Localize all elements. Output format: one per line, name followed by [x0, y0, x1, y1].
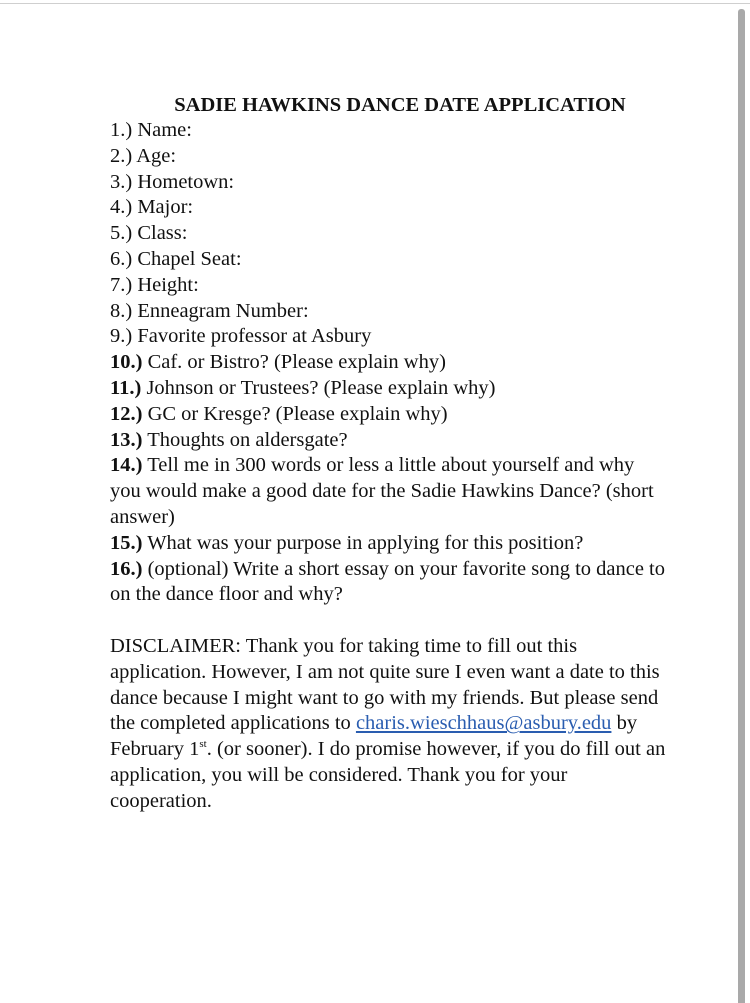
question-text: Hometown:: [132, 170, 235, 193]
question-item: [110, 531, 670, 557]
document-page: [110, 92, 670, 815]
top-border: [0, 3, 750, 4]
question-item: [110, 453, 670, 530]
question-text: Age:: [132, 144, 177, 167]
question-text: (optional) Write a short essay on your favorite song to dance to on the dance floor and why?: [110, 557, 666, 606]
question-number: 2.): [110, 144, 133, 167]
question-list: [110, 118, 670, 608]
question-text: Name:: [132, 119, 192, 141]
question-number: 16.): [110, 557, 143, 580]
disclaimer-deadline: by February 1: [110, 712, 638, 761]
question-text: Johnson or Trustees? (Please explain why): [141, 376, 496, 399]
question-number: 7.): [110, 273, 133, 296]
disclaimer-outro: . (or sooner). I do promise however, if you do fill out an application, you will be considered. Thank you for your cooperation.: [110, 738, 666, 812]
vertical-scrollbar[interactable]: [738, 9, 745, 1003]
question-item: [110, 195, 670, 221]
question-number: 3.): [110, 170, 133, 193]
question-number: 14.): [110, 454, 143, 477]
question-number: 5.): [110, 222, 133, 245]
question-number: 1.): [110, 119, 133, 141]
question-number: 11.): [110, 376, 142, 399]
question-number: 13.): [110, 428, 143, 451]
question-item: [110, 557, 670, 609]
question-text: GC or Kresge? (Please explain why): [142, 402, 448, 425]
question-item: [110, 170, 670, 196]
ordinal-superscript: st: [199, 738, 207, 751]
question-text: Enneagram Number:: [132, 299, 309, 322]
question-item: [110, 350, 670, 376]
question-number: 12.): [110, 402, 143, 425]
question-number: 10.): [110, 351, 143, 374]
question-item: [110, 324, 670, 350]
question-text: Caf. or Bistro? (Please explain why): [142, 351, 446, 374]
question-text: Major:: [132, 196, 194, 219]
question-number: 6.): [110, 247, 133, 270]
disclaimer-paragraph: [110, 634, 670, 815]
question-item: [110, 221, 670, 247]
question-item: [110, 247, 670, 273]
question-number: 9.): [110, 325, 133, 348]
email-link[interactable]: charis.wieschhaus@asbury.edu: [355, 712, 612, 735]
question-text: Tell me in 300 words or less a little about yourself and why you would make a good date for the Sadie Hawkins Dance? (short answer): [110, 454, 654, 528]
question-item: [110, 402, 670, 428]
question-text: Favorite professor at Asbury: [132, 325, 372, 348]
question-number: 4.): [110, 196, 133, 219]
question-text: Height:: [132, 273, 199, 296]
document-title: SADIE HAWKINS DANCE DATE APPLICATION: [174, 94, 626, 116]
question-item: [110, 118, 670, 144]
paragraph-spacer: [110, 608, 670, 634]
question-item: [110, 273, 670, 299]
question-text: What was your purpose in applying for this position?: [142, 531, 584, 554]
question-number: 8.): [110, 299, 133, 322]
question-text: Thoughts on aldersgate?: [142, 428, 348, 451]
question-item: [110, 299, 670, 325]
question-item: [110, 428, 670, 454]
question-item: [110, 376, 670, 402]
question-number: 15.): [110, 531, 143, 554]
disclaimer-intro: DISCLAIMER: Thank you for taking time to fill out this application. However, I am not quite sure I even want a date to this dance because I might want to go with my friends. But please send the completed applications to: [110, 634, 660, 735]
question-text: Class:: [132, 222, 188, 245]
question-text: Chapel Seat:: [132, 247, 242, 270]
question-item: [110, 144, 670, 170]
